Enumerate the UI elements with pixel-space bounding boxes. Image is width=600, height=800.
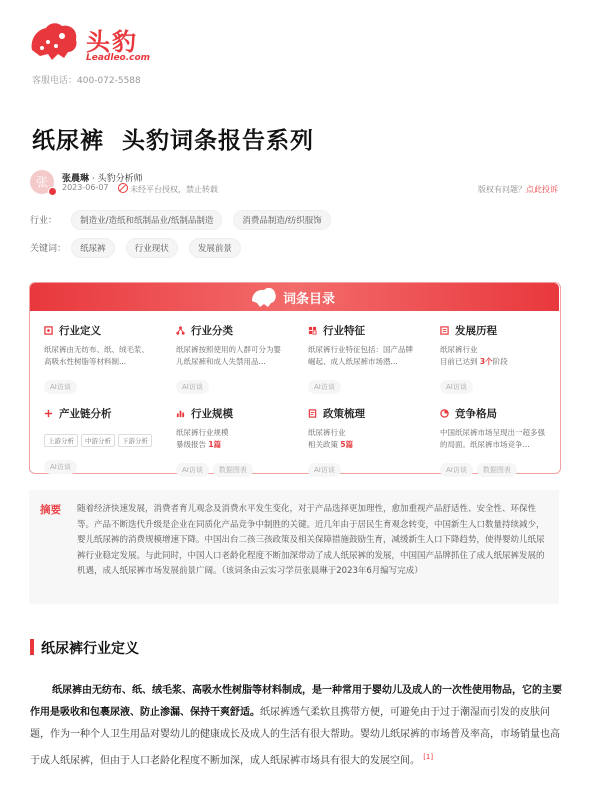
desc-number: 1篇: [208, 440, 222, 449]
keyword-tag[interactable]: 纸尿裤: [71, 238, 115, 258]
midstream-box[interactable]: 中游分析: [81, 434, 115, 447]
catalog-card-definition[interactable]: [44, 323, 154, 394]
ai-interview-pill[interactable]: AI访谈: [440, 380, 473, 394]
desc-line: 纸尿裤行业规模: [176, 428, 229, 437]
catalog-card-policy[interactable]: [308, 406, 418, 477]
catalog-card-features[interactable]: [308, 323, 418, 394]
desc-line: 纸尿裤行业: [308, 428, 346, 437]
reference-link[interactable]: [1]: [423, 753, 434, 761]
definition-icon: [44, 326, 53, 335]
policy-icon: [308, 409, 317, 418]
body-bold: 纸尿裤由无纺布、纸、绒毛浆、高吸水性树脂等材料制成，是一种常用于婴幼儿及成人的一次性使用物品，它的主要作用是吸收和包裹尿液、防止渗漏、保持干爽舒适。: [30, 685, 562, 718]
publish-date: 2023-06-07: [62, 183, 109, 192]
card-title: 行业特征: [323, 325, 365, 337]
forbidden-icon: [118, 183, 128, 193]
ai-interview-pill[interactable]: AI访谈: [44, 460, 77, 474]
section-accent-bar: [30, 639, 34, 655]
catalog-card-chain[interactable]: [44, 406, 155, 474]
upstream-box[interactable]: 上游分析: [44, 434, 78, 447]
leopard-logo-icon: [28, 20, 80, 64]
keyword-tag[interactable]: 发展前景: [189, 238, 241, 258]
avatar: 张: [30, 170, 54, 194]
ai-interview-pill[interactable]: AI访谈: [44, 380, 77, 394]
history-icon: [440, 326, 449, 335]
section-body: [30, 680, 562, 772]
keyword-tag[interactable]: 行业现状: [126, 238, 178, 258]
card-desc: 中国纸尿裤市场呈现出一超多强的局面。纸尿裤市场竞争...: [440, 428, 545, 449]
copyright-question: [478, 184, 558, 195]
desc-line: 暴级报告: [176, 440, 209, 449]
ai-interview-pill[interactable]: AI访谈: [440, 463, 473, 477]
brand-url: Leadleo.com: [86, 53, 151, 63]
card-title: 行业规模: [191, 408, 233, 420]
abstract-label: 摘要: [40, 504, 61, 516]
card-desc: 纸尿裤行业特征包括：国产品牌崛起、成人纸尿裤市场潜...: [308, 345, 413, 366]
catalog-card-scale[interactable]: [176, 406, 286, 477]
card-desc: [308, 427, 418, 451]
abstract-text: 随着经济快速发展，消费者育儿观念及消费水平发生变化，对于产品选择更加理性，愈加重视产品舒适性、安全性、环保性等。产品不断迭代升级是企业在同质化产品竞争中制胜的关键。近几年由于居民生育观念转变，中国新生人口数量持续减少，婴儿纸尿裤的消费规模增速下降。中国出台二孩三孩政策及相关保障措施鼓励生育，减缓新生人口下降趋势，使得婴幼儿纸尿裤行业稳定发展。与此同时，中国人口老龄化程度不断加深带动了成人纸尿裤的发展，中国国产品牌抓住了成人纸尿裤发展的机遇，成人纸尿裤市场发展前景广阔。（该词条由云实习学员张晨琳于2023年6月编写完成）: [77, 504, 545, 576]
desc-line: 目前已达到: [440, 357, 480, 366]
desc-number: 3个: [479, 357, 493, 366]
industry-label: 行业：: [30, 216, 58, 226]
author-name: 张晨琳: [62, 174, 90, 184]
ai-interview-pill[interactable]: AI访谈: [308, 380, 341, 394]
copyright-question-text: 版权有问题？: [478, 185, 526, 194]
desc-number: 5篇: [340, 440, 354, 449]
ai-interview-pill[interactable]: AI访谈: [308, 463, 341, 477]
avatar-badge-icon: [48, 187, 57, 196]
page-title: 纸尿裤 头豹词条报告系列: [32, 128, 315, 154]
keyword-row: [30, 236, 247, 258]
keyword-label: 关键词：: [30, 244, 67, 254]
section-title: 纸尿裤行业定义: [41, 641, 139, 657]
catalog-title: 词条目录: [283, 292, 336, 307]
chain-icon: [44, 409, 53, 418]
classification-icon: [176, 326, 185, 335]
catalog-card-competition[interactable]: [440, 406, 550, 477]
catalog-card-history[interactable]: [440, 323, 550, 394]
card-title: 产业链分析: [59, 408, 112, 420]
leopard-head-icon: [250, 285, 278, 309]
card-desc: [176, 427, 286, 451]
card-title: 发展历程: [455, 325, 497, 337]
card-title: 行业分类: [191, 325, 233, 337]
catalog-card-classification[interactable]: [176, 323, 286, 394]
data-chart-pill[interactable]: 数据图表: [213, 463, 253, 477]
bar-chart-icon: [176, 409, 185, 418]
desc-line: 相关政策: [308, 440, 341, 449]
card-title: 竞争格局: [455, 408, 497, 420]
card-desc: 纸尿裤由无纺布、纸、绒毛浆、高吸水性树脂等材料制...: [44, 345, 149, 366]
body-rest: 纸尿裤透气柔软且携带方便，可避免由于过于潮湿而引发的皮肤问题，作为一种个人卫生用品对婴幼儿的健康成长及成人的生活有很大帮助。婴幼儿纸尿裤的市场普及率高，市场销量也高于成人纸尿裤，但由于人口老龄化程度不断加深，成人纸尿裤市场具有很大的发展空间。: [30, 707, 560, 767]
brand-name: 头豹: [86, 28, 138, 56]
hotline: 客服电话：400-072-5588: [32, 76, 141, 86]
desc-line: 纸尿裤行业: [440, 345, 478, 354]
industry-tag[interactable]: 消费品制造/纺织服饰: [233, 210, 330, 230]
ai-interview-pill[interactable]: AI访谈: [176, 380, 209, 394]
industry-row: [30, 208, 337, 230]
ai-interview-pill[interactable]: AI访谈: [176, 463, 209, 477]
features-icon: [308, 326, 317, 335]
card-desc: 纸尿裤按照使用的人群可分为婴儿纸尿裤和成人失禁用品...: [176, 345, 281, 366]
downstream-box[interactable]: 下游分析: [118, 434, 152, 447]
notice-text: 未经平台授权，禁止转载: [130, 185, 218, 194]
complaint-link[interactable]: 点此投诉: [526, 185, 558, 194]
author-role: · 头豹分析师: [91, 174, 143, 184]
copyright-notice: [118, 183, 218, 195]
card-desc: [440, 344, 550, 368]
data-chart-pill[interactable]: 数据图表: [477, 463, 517, 477]
desc-suffix: 阶段: [492, 357, 508, 366]
card-title: 政策梳理: [323, 408, 365, 420]
industry-tag[interactable]: 制造业/造纸和纸制品业/纸制品制造: [71, 210, 222, 230]
pie-chart-icon: [440, 409, 449, 418]
card-title: 行业定义: [59, 325, 101, 337]
